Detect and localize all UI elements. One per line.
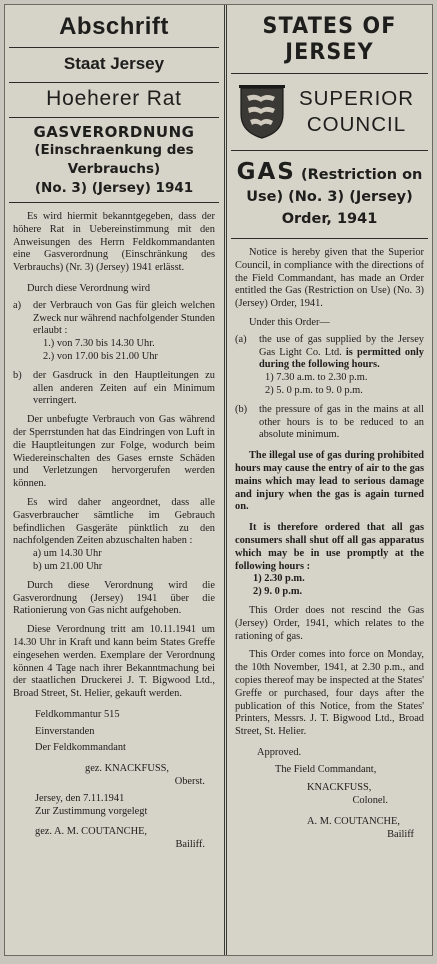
right-title: STATES OF JERSEY xyxy=(262,13,397,65)
left-time-1: 1.) von 7.30 bis 14.30 Uhr. xyxy=(43,338,155,350)
left-sig-bailiff-name: gez. A. M. COUTANCHE, xyxy=(35,826,148,838)
right-heading xyxy=(227,151,432,230)
right-council xyxy=(287,86,426,138)
left-item-a-text: der Verbrauch von Gas für gleich welchen Zweck nur während nachfolgender Stunden erlaubt : xyxy=(33,299,215,337)
right-item-a-text-1: the use of gas supplied by the Jersey Gas Light Co. Ltd. xyxy=(259,333,424,358)
left-heading-1: GASVERORDNUNG xyxy=(33,123,195,141)
left-para-6: Diese Verordnung tritt am 10.11.1941 um 14.30 Uhr in Kraft und kann beim States Greffe eingesehen werden. Exemplare der Verordnung können 4 Tage nach ihrer Bekanntmachung bei der staatlichen Druckerei J. T. Bigwood Ltd., Broad Street, St. Helier, gekauft werden. xyxy=(13,624,215,700)
right-council-line-2: COUNCIL xyxy=(306,113,407,136)
right-para-2: Under this Order— xyxy=(249,316,330,328)
left-shutoff-1: a) um 14.30 Uhr xyxy=(33,548,102,560)
left-sig-office: Feldkommantur 515 xyxy=(35,708,120,720)
right-sig-bailiff: Bailiff xyxy=(387,828,414,840)
left-item-b xyxy=(13,370,215,408)
right-sig-title: The Field Commandant, xyxy=(275,763,377,775)
left-shutoff-2: b) um 21.00 Uhr xyxy=(33,560,103,572)
right-shutoff-1: 1) 2.30 p.m. xyxy=(253,573,305,585)
right-heading-gas: GAS xyxy=(236,159,296,185)
right-para-1: Notice is hereby given that the Superior Council, in compliance with the directions of the Field Commandant, has made an Order entitled the Gas (Restriction on Use) (No. 3) (Jersey) Order, 1941. xyxy=(235,247,424,310)
right-item-a-text-2: is permitted only during the following hours. xyxy=(259,346,424,371)
left-sig-bailiff: Bailiff. xyxy=(175,839,205,851)
right-masthead xyxy=(227,74,432,150)
right-time-1: 1) 7.30 a.m. to 2.30 p.m. xyxy=(265,372,368,384)
left-para-2: Durch diese Verordnung wird xyxy=(27,282,151,294)
right-item-b xyxy=(235,404,424,442)
newspaper-notice xyxy=(4,4,433,956)
left-item-b-label: b) xyxy=(13,369,22,381)
left-sig-date: Jersey, den 7.11.1941 xyxy=(35,792,125,804)
english-column xyxy=(227,5,432,955)
right-item-a xyxy=(235,334,424,372)
left-heading-2: (Einschraenkung des Verbrauchs) xyxy=(34,142,194,177)
left-title: Abschrift xyxy=(59,13,169,40)
right-time-2: 2) 5. 0 p.m. to 9. 0 p.m. xyxy=(265,384,363,396)
right-council-line-1: SUPERIOR xyxy=(298,87,415,110)
german-column xyxy=(5,5,223,955)
left-sig-submitted: Zur Zustimmung vorgelegt xyxy=(35,805,148,817)
right-item-a-label: (a) xyxy=(235,333,247,345)
right-sig-approved: Approved. xyxy=(257,746,302,758)
right-sig-bailiff-name: A. M. COUTANCHE, xyxy=(307,816,400,828)
right-item-b-label: (b) xyxy=(235,403,248,415)
right-sig-name: KNACKFUSS, xyxy=(307,782,372,794)
jersey-crest-icon xyxy=(237,84,287,140)
column-divider xyxy=(224,5,225,955)
left-heading-3: (No. 3) (Jersey) 1941 xyxy=(34,180,194,196)
right-shutoff-2: 2) 9. 0 p.m. xyxy=(253,586,303,598)
left-para-1: Es wird hiermit bekanntgegeben, dass der höhere Rat in Uebereinstimmung mit den Anweisungen des Herrn Feldkommandanten eine Gasverordnung (Einschränkung des Verbrauchs) (Nr. 3) (Jersey) 1941 erlässt. xyxy=(13,211,215,274)
right-heading-line-2: Use) (No. 3) (Jersey) Order, 1941 xyxy=(246,189,413,227)
right-body xyxy=(227,239,432,842)
right-item-b-text: the pressure of gas in the mains at all other hours is to be reduced to an absolute minimum. xyxy=(259,403,424,441)
left-para-4: Es wird daher angeordnet, dass alle Gasverbraucher sämtliche im Gebrauch befindlichen Gasgeräte pünktlich zu den nachfolgenden Zeiten abzuschalten haben : xyxy=(13,496,215,547)
left-sig-name: gez. KNACKFUSS, xyxy=(85,763,169,775)
left-staat: Staat Jersey xyxy=(63,54,165,73)
left-sig-title: Der Feldkommandant xyxy=(35,742,126,754)
left-time-2: 2.) von 17.00 bis 21.00 Uhr xyxy=(43,350,158,362)
right-heading-restriction: (Restriction on xyxy=(300,167,423,183)
left-sig-rank: Oberst. xyxy=(174,776,205,788)
right-para-6: This Order comes into force on Monday, the 10th November, 1941, at 2.30 p.m., and copies thereof may be inspected at the States' Greffe or purchased, four days after the publication of this Notice, from the States' Printers, Messrs. J. T. Bigwood Ltd., Broad Street, St. Helier. xyxy=(235,649,424,738)
right-para-3: The illegal use of gas during prohibited hours may cause the entry of air to the gas mains which may lead to serious damage and injury when the gas is again turned on. xyxy=(235,450,424,513)
right-para-5: This Order does not rescind the Gas (Jersey) Order, 1941, which relates to the rationing of gas. xyxy=(235,604,424,642)
left-council: Hoeherer Rat xyxy=(46,87,182,110)
left-sig-approval: Einverstanden xyxy=(35,725,95,737)
left-item-a-label: a) xyxy=(13,299,22,311)
left-item-b-text: der Gasdruck in den Hauptleitungen zu allen anderen Zeiten auf ein Minimum verringert. xyxy=(33,369,215,407)
left-item-a xyxy=(13,300,215,338)
right-item-a-text xyxy=(259,334,424,372)
right-para-4: It is therefore ordered that all gas consumers shall shut off all gas apparatus which may be in use promptly at the following hours : xyxy=(235,522,424,572)
left-para-3: Der unbefugte Verbrauch von Gas während der Sperrstunden hat das Eindringen von Luft in die Hauptleitungen zur Folge, wodurch beim Wiedereinschalten des Gases ernste Schäden und Verletzungen hervorgerufen werden können. xyxy=(13,414,215,490)
right-sig-rank: Colonel. xyxy=(352,795,388,807)
left-body xyxy=(5,203,223,852)
left-para-5: Durch diese Verordnung wird die Gasverordnung (Jersey) 1941 über die Rationierung von Gas nicht aufgehoben. xyxy=(13,579,215,617)
